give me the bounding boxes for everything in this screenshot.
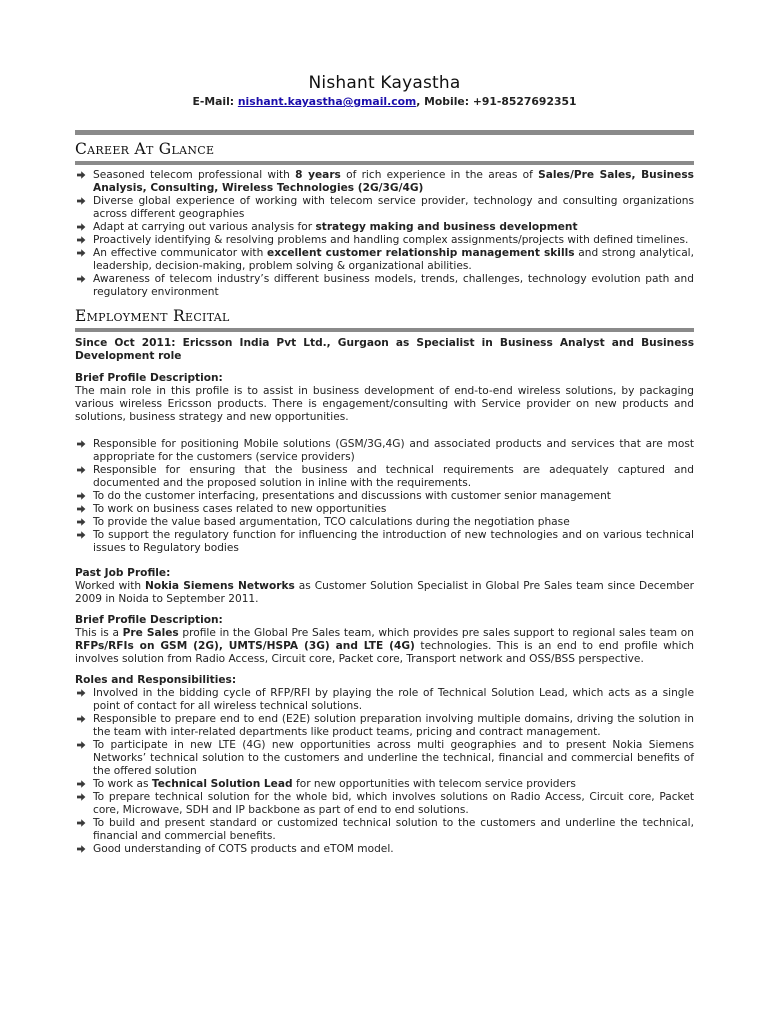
text-segment: Worked with	[75, 580, 146, 592]
text-segment: To work as	[93, 778, 152, 790]
text-segment: Awareness of telecom industry’s different business models, trends, challenges, technology evolution path and regulatory environment	[93, 273, 694, 298]
text-segment: Seasoned telecom professional with	[93, 169, 296, 181]
bullet-arrow-icon	[76, 818, 86, 828]
bold-text: Sales/Pre Sales, Business Analysis, Consulting, Wireless Technologies (2G/3G/4G)	[93, 169, 694, 194]
list-item	[75, 817, 694, 843]
bullet-arrow-icon	[76, 439, 86, 449]
list-item	[75, 273, 694, 299]
text-segment: This is a	[75, 627, 123, 639]
bullet-arrow-icon	[76, 465, 86, 475]
text-segment: and strong analytical, leadership, decision-making, problem solving & organizational abilities.	[93, 247, 694, 272]
bold-text: excellent customer relationship management skills	[267, 247, 575, 259]
roles-label: Roles and Responsibilities:	[75, 674, 237, 686]
text-segment: profile in the Global Pre Sales team, which provides pre sales support to regional sales team on	[178, 627, 694, 639]
bold-text: Nokia Siemens Networks	[145, 580, 295, 592]
list-item	[75, 843, 694, 856]
job-heading: Since Oct 2011: Ericsson India Pvt Ltd., Gurgaon as Specialist in Business Analyst and Business Development role	[75, 337, 694, 362]
bold-text: RFPs/RFIs on GSM (2G), UMTS/HSPA (3G) and LTE (4G)	[75, 640, 415, 652]
list-item	[75, 529, 694, 555]
brief-profile-text-1: The main role in this profile is to assist in business development of end-to-end wireless solutions, by packaging various wireless Ericsson products. There is engagement/consulting with Service provider on new products and solutions, business strategy and new opportunities.	[75, 385, 694, 423]
section-title-career: Career At Glance	[75, 140, 215, 158]
text-segment: An effective communicator with	[93, 247, 268, 259]
text-segment: Proactively identifying & resolving problems and handling complex assignments/projects with defined timelines.	[93, 234, 689, 246]
text-segment: To do the customer interfacing, presentations and discussions with customer senior management	[93, 490, 611, 502]
text-segment: Responsible for positioning Mobile solutions (GSM/3G,4G) and associated products and services that are most appropriate for the customers (service providers)	[93, 438, 694, 463]
list-item	[75, 739, 694, 778]
bold-text: Pre Sales	[122, 627, 179, 639]
section-title-employment: Employment Recital	[75, 307, 230, 325]
list-item	[75, 464, 694, 490]
text-segment: Good understanding of COTS products and eTOM model.	[93, 843, 394, 855]
responsibility-list	[75, 438, 694, 555]
text-segment: of rich experience in the areas of	[340, 169, 539, 181]
bullet-arrow-icon	[76, 235, 86, 245]
text-segment: To provide the value based argumentation, TCO calculations during the negotiation phase	[93, 516, 570, 528]
brief-profile-label-1: Brief Profile Description:	[75, 372, 223, 384]
list-item	[75, 195, 694, 221]
brief-profile-text-2	[75, 627, 694, 666]
bullet-arrow-icon	[76, 248, 86, 258]
list-item	[75, 221, 694, 234]
brief-profile-label-2: Brief Profile Description:	[75, 614, 223, 626]
past-job-text	[75, 580, 694, 606]
list-item	[75, 169, 694, 195]
text-segment: Involved in the bidding cycle of RFP/RFI by playing the role of Technical Solution Lead, which acts as a single point of contact for all wireless technical solutions.	[93, 687, 694, 712]
career-list	[75, 169, 694, 299]
bullet-arrow-icon	[76, 170, 86, 180]
text-segment: Responsible to prepare end to end (E2E) solution preparation involving multiple domains, driving the solution in the team with inter-related departments like product teams, pricing and contract management.	[93, 713, 694, 738]
list-item	[75, 234, 694, 247]
bullet-arrow-icon	[76, 491, 86, 501]
candidate-name: Nishant Kayastha	[308, 73, 461, 93]
text-segment: To prepare technical solution for the whole bid, which involves solutions on Radio Access, Circuit core, Packet core, Microwave, SDH and IP backbone as part of end to end solutions.	[93, 791, 694, 816]
list-item	[75, 778, 694, 791]
text-segment: To work on business cases related to new opportunities	[93, 503, 387, 515]
list-item	[75, 687, 694, 713]
text-segment: To support the regulatory function for influencing the introduction of new technologies and on various technical issues to Regulatory bodies	[93, 529, 694, 554]
bullet-arrow-icon	[76, 222, 86, 232]
email-link[interactable]: nishant.kayastha@gmail.com	[237, 95, 417, 108]
list-item	[75, 247, 694, 273]
list-item	[75, 438, 694, 464]
text-segment: Diverse global experience of working with telecom service provider, technology and consulting organizations across different geographies	[93, 195, 694, 220]
text-segment: as Customer Solution Specialist in Global Pre Sales team since December 2009 in Noida to September 2011.	[75, 580, 694, 605]
bullet-arrow-icon	[76, 504, 86, 514]
bullet-arrow-icon	[76, 517, 86, 527]
bullet-arrow-icon	[76, 740, 86, 750]
roles-list	[75, 687, 694, 856]
text-segment: To build and present standard or customized technical solution to the customers and underline the technical, financial and commercial benefits.	[93, 817, 694, 842]
bold-text: strategy making and business development	[315, 221, 578, 233]
bold-text: 8 years	[295, 169, 341, 181]
bullet-arrow-icon	[76, 792, 86, 802]
list-item	[75, 490, 694, 503]
past-job-label: Past Job Profile:	[75, 567, 171, 579]
bullet-arrow-icon	[76, 688, 86, 698]
resume-page	[75, 72, 694, 856]
contact-line	[75, 95, 694, 108]
text-segment: To participate in new LTE (4G) new opportunities across multi geographies and to present Nokia Siemens Networks’ technical solution to the customers and underline the technical, financial and commercial benefits of the offered solution	[93, 739, 694, 777]
text-segment: for new opportunities with telecom service providers	[292, 778, 576, 790]
bullet-arrow-icon	[76, 274, 86, 284]
text-segment: Adapt at carrying out various analysis for	[93, 221, 316, 233]
list-item	[75, 516, 694, 529]
list-item	[75, 791, 694, 817]
list-item	[75, 503, 694, 516]
email-label: E-Mail:	[192, 95, 238, 108]
bullet-arrow-icon	[76, 779, 86, 789]
bullet-arrow-icon	[76, 196, 86, 206]
bullet-arrow-icon	[76, 530, 86, 540]
list-item	[75, 713, 694, 739]
text-segment: technologies. This is an end to end profile which involves solution from Radio Access, Circuit core, Packet core, Transport network and OSS/BSS perspective.	[75, 640, 694, 665]
bold-text: Technical Solution Lead	[151, 778, 293, 790]
mobile-text: , Mobile: +91-8527692351	[416, 95, 577, 108]
text-segment: Responsible for ensuring that the business and technical requirements are adequately captured and documented and the proposed solution in inline with the requirements.	[93, 464, 694, 489]
bullet-arrow-icon	[76, 844, 86, 854]
bullet-arrow-icon	[76, 714, 86, 724]
